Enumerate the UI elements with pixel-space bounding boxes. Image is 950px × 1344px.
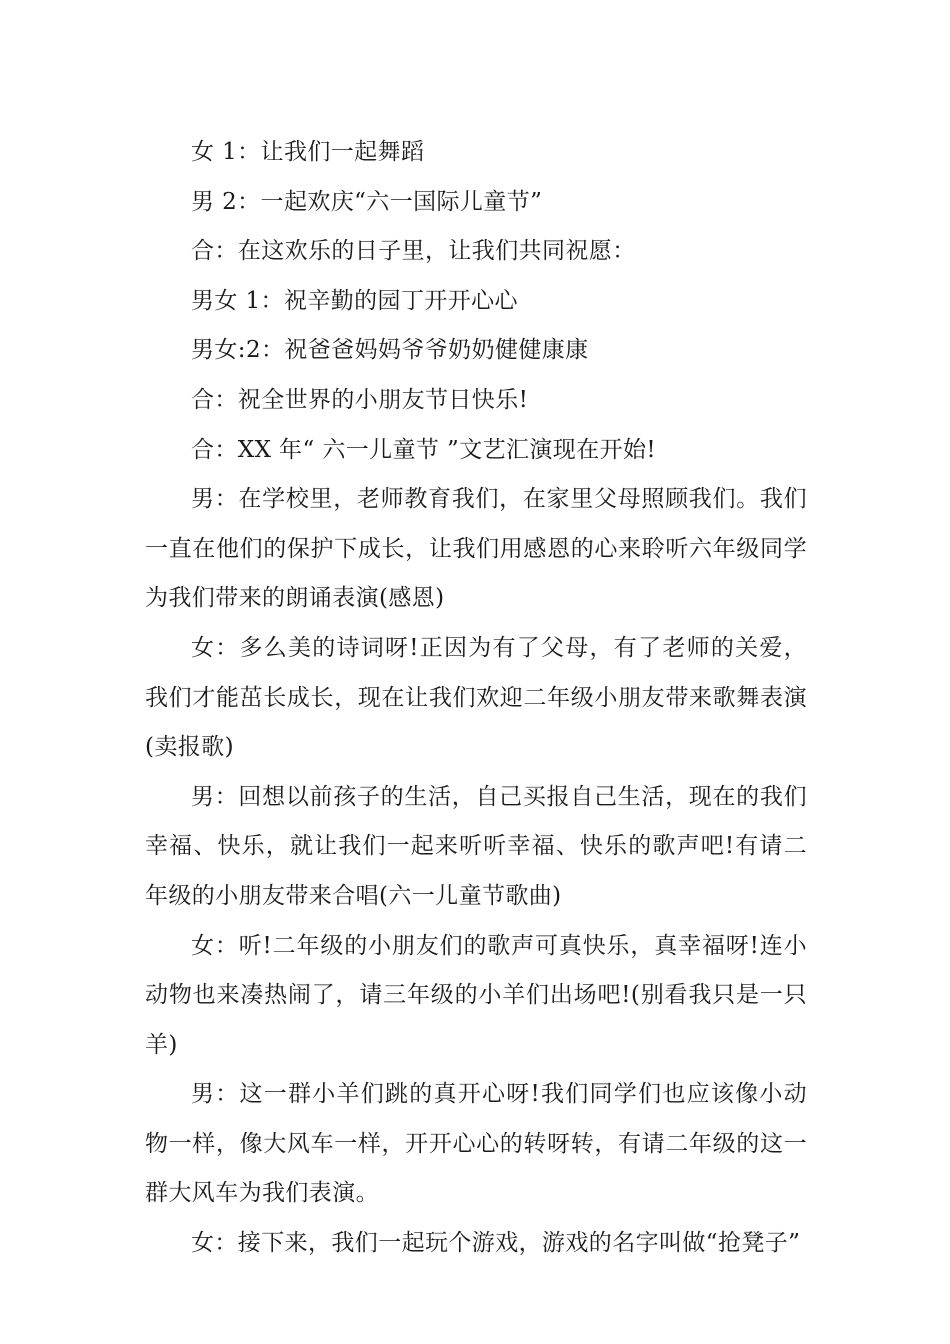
paragraph-9: 女：多么美的诗词呀!正因为有了父母，有了老师的关爱，我们才能茁长成长，现在让我们欢迎二年级小朋友带来歌舞表演(卖报歌) [145,634,807,761]
paragraph-11: 女：听!二年级的小朋友们的歌声可真快乐，真幸福呀!连小动物也来凑热闹了，请三年级的小羊们出场吧!(别看我只是一只羊) [145,932,807,1058]
paragraph-10: 男：回想以前孩子的生活，自己买报自己生活，现在的我们幸福、快乐，就让我们一起来听听幸福、快乐的歌声吧!有请二年级的小朋友带来合唱(六一儿童节歌曲) [145,783,807,909]
paragraph-3: 合：在这欢乐的日子里，让我们共同祝愿： [191,238,636,265]
paragraph-1: 女 1：让我们一起舞蹈 [191,139,425,165]
paragraph-4: 男女 1：祝辛勤的园丁开开心心 [191,287,518,314]
document-body [145,128,807,1269]
paragraph-7: 合：XX 年“ 六一儿童节 ”文艺汇演现在开始! [191,436,657,463]
paragraph-5: 男女:2：祝爸爸妈妈爷爷奶奶健健康康 [191,337,589,364]
paragraph-8: 男：在学校里，老师教育我们，在家里父母照顾我们。我们一直在他们的保护下成长，让我们用感恩的心来聆听六年级同学为我们带来的朗诵表演(感恩) [145,486,807,612]
paragraph-13: 女：接下来，我们一起玩个游戏，游戏的名字叫做“抢凳子” [191,1230,801,1257]
paragraph-6: 合：祝全世界的小朋友节日快乐! [191,386,529,413]
paragraph-2: 男 2：一起欢庆“六一国际儿童节” [191,188,543,215]
paragraph-12: 男：这一群小羊们跳的真开心呀!我们同学们也应该像小动物一样，像大风车一样，开开心心的转呀转，有请二年级的这一群大风车为我们表演。 [145,1081,807,1207]
